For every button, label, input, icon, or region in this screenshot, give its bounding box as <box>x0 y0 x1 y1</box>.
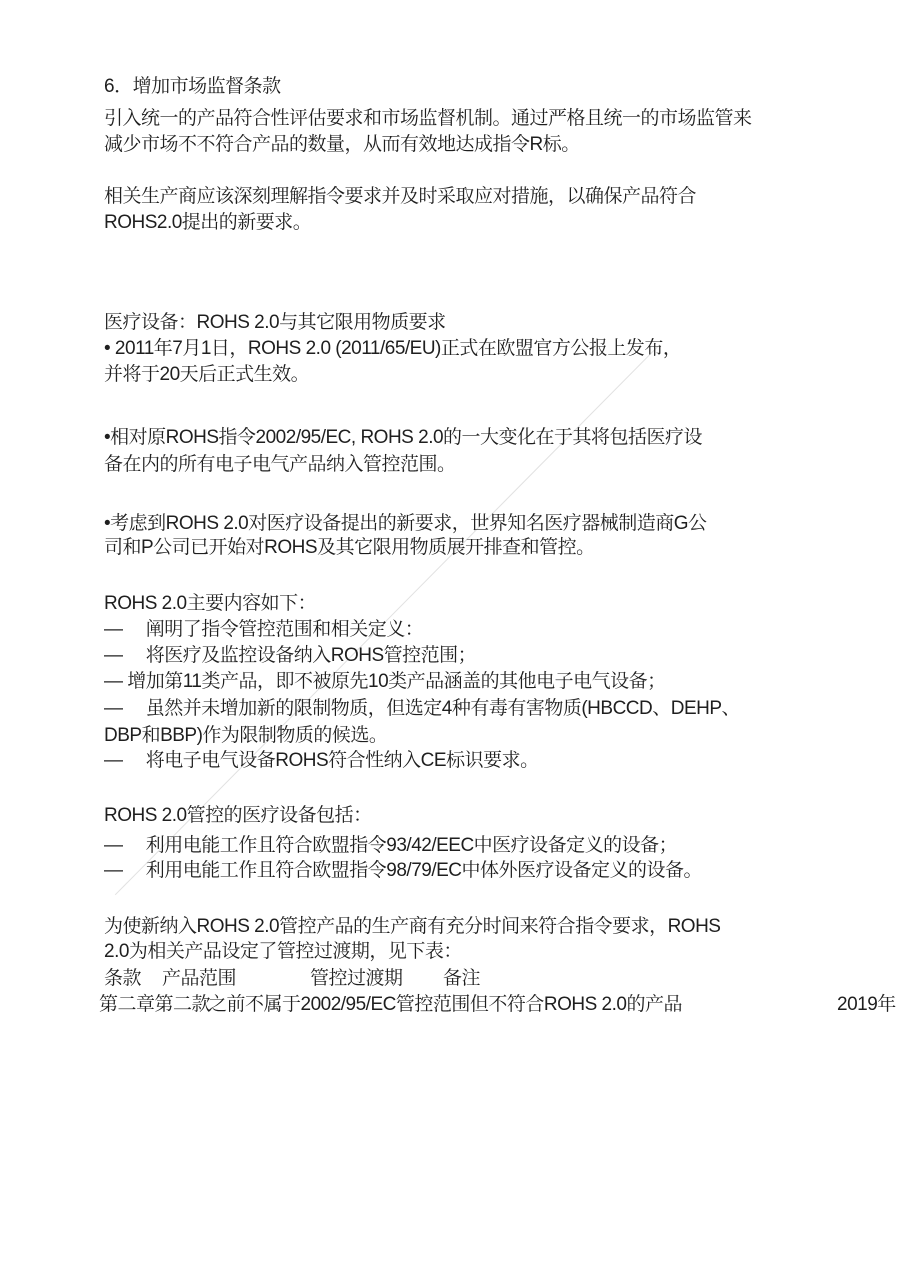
table-cell-clause: 第二章第二款 <box>99 994 211 1015</box>
paragraph-line: 减少市场不不符合产品的数量，从而有效地达成指令R标。 <box>104 134 580 155</box>
heading-market-supervision: 6．增加市场监督条款 <box>104 76 281 97</box>
heading-controlled-devices: ROHS 2.0管控的医疗设备包括： <box>104 805 372 826</box>
table-row <box>99 993 920 1017</box>
paragraph-line: 相关生产商应该深刻理解指令要求并及时采取应对措施，以确保产品符合 <box>104 186 697 207</box>
bullet-line: •相对原ROHS指令2002/95/EC, ROHS 2.0的一大变化在于其将包括医疗设 <box>104 427 703 448</box>
list-item: — 将电子电气设备ROHS符合性纳入CE标识要求。 <box>104 750 539 771</box>
bullet-line: • 2011年7月1日，ROHS 2.0 (2011/65/EU)正式在欧盟官方公报上发布， <box>104 338 682 359</box>
list-item-continuation: DBP和BBP)作为限制物质的候选。 <box>104 725 388 746</box>
table-header-clause: 条款 <box>104 968 142 989</box>
list-item: — 增加第11类产品，即不被原先10类产品涵盖的其他电子电气设备； <box>104 671 666 692</box>
list-item: — 阐明了指令管控范围和相关定义： <box>104 619 424 640</box>
list-item: — 虽然并未增加新的限制物质，但选定4种有毒有害物质(HBCCD、DEHP、 <box>104 698 741 719</box>
paragraph-line: ROHS2.0提出的新要求。 <box>104 212 312 233</box>
bullet-line: 司和P公司已开始对ROHS及其它限用物质展开排查和管控。 <box>104 537 595 558</box>
paragraph-line: 引入统一的产品符合性评估要求和市场监督机制。通过严格且统一的市场监管来 <box>104 108 752 129</box>
paragraph-line: 2.0为相关产品设定了管控过渡期，见下表： <box>104 941 462 962</box>
bullet-line: 备在内的所有电子电气产品纳入管控范围。 <box>104 454 456 475</box>
table-header-remark: 备注 <box>443 968 481 989</box>
table-cell-transition-period: 2019年 <box>837 994 896 1015</box>
list-item: — 将医疗及监控设备纳入ROHS管控范围； <box>104 645 477 666</box>
bullet-line: •考虑到ROHS 2.0对医疗设备提出的新要求，世界知名医疗器械制造商G公 <box>104 513 707 534</box>
heading-main-content: ROHS 2.0主要内容如下： <box>104 593 317 614</box>
table-cell-product-scope: 之前不属于2002/95/EC管控范围但不符合ROHS 2.0的产品 <box>208 994 682 1015</box>
title-medical-devices: 医疗设备：ROHS 2.0与其它限用物质要求 <box>104 312 446 333</box>
table-header-row <box>104 967 920 991</box>
table-header-product-scope: 产品范围 <box>162 968 237 989</box>
table-header-transition-period: 管控过渡期 <box>310 968 403 989</box>
list-item: — 利用电能工作且符合欧盟指令98/79/EC中体外医疗设备定义的设备。 <box>104 860 702 881</box>
list-item: — 利用电能工作且符合欧盟指令93/42/EEC中医疗设备定义的设备； <box>104 835 678 856</box>
paragraph-line: 为使新纳入ROHS 2.0管控产品的生产商有充分时间来符合指令要求，ROHS <box>104 916 721 937</box>
bullet-line: 并将于20天后正式生效。 <box>104 364 310 385</box>
